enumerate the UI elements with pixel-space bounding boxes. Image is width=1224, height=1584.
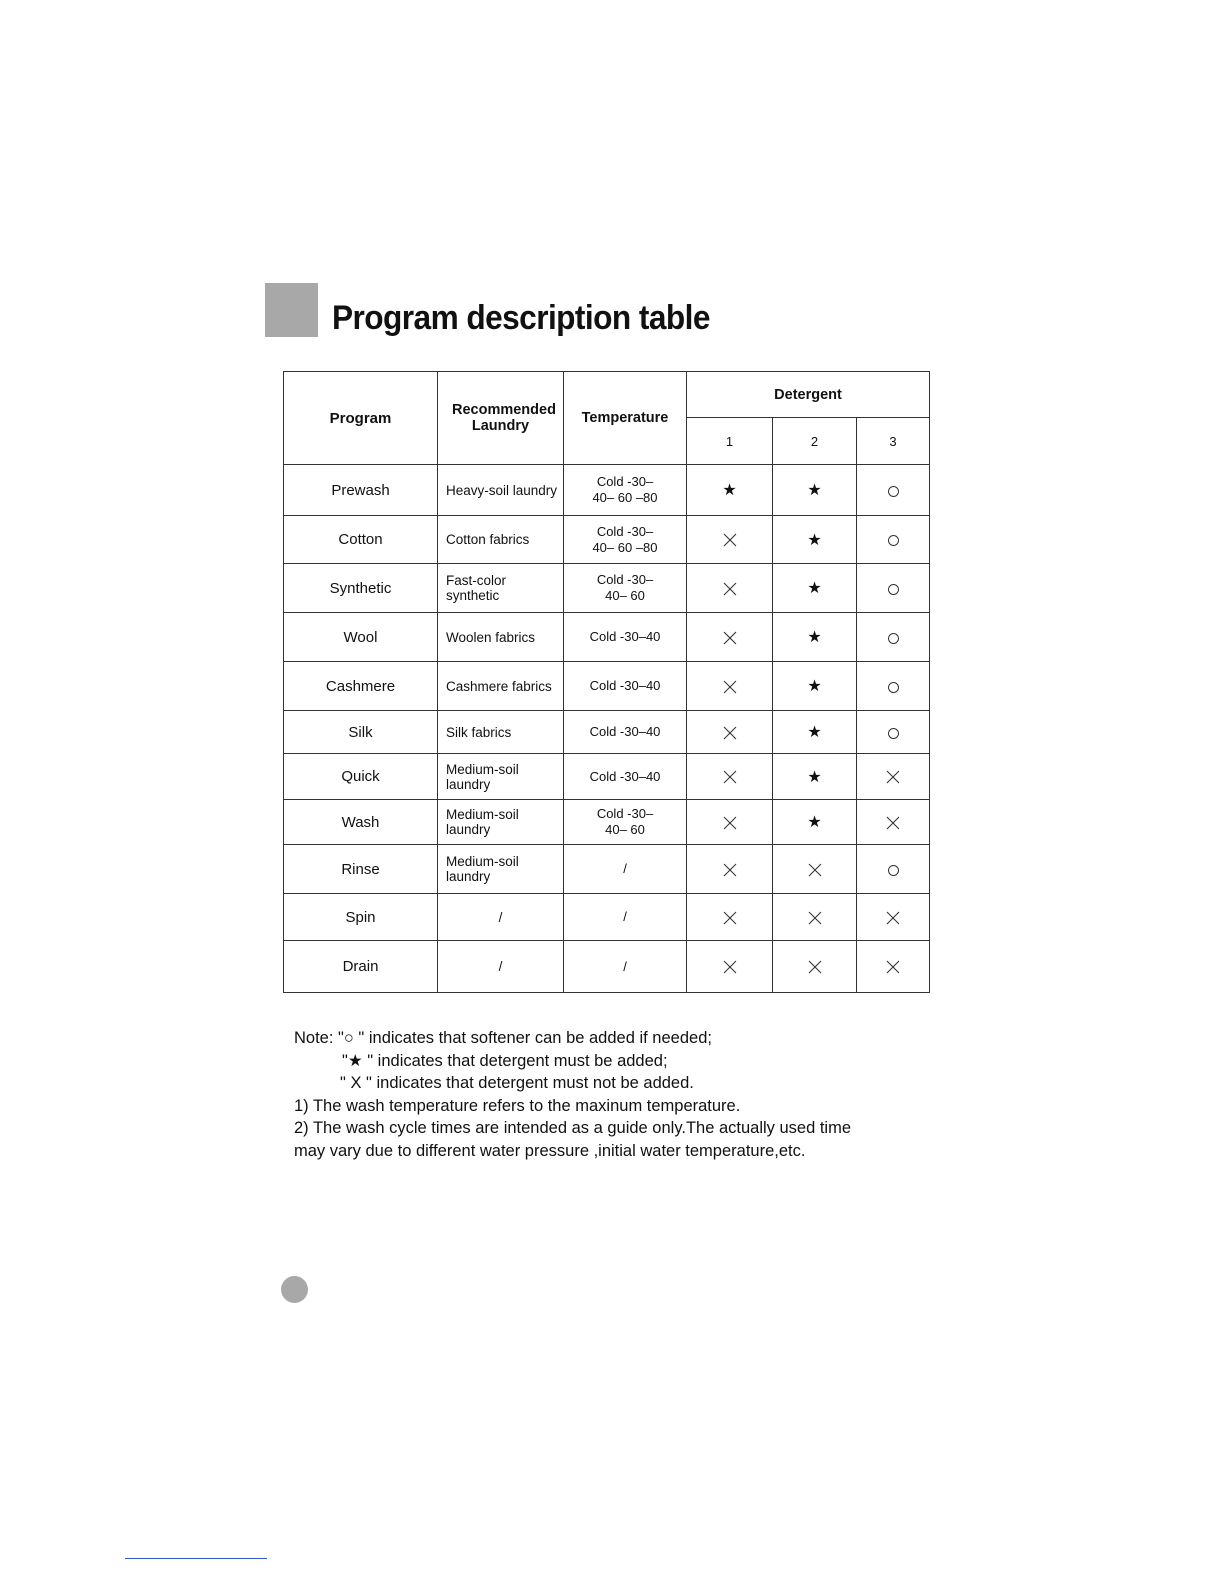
note-cycle-times: 2) The wash cycle times are intended as a guide only.The actually used time [294, 1119, 852, 1137]
circle-icon [888, 584, 899, 595]
note-temperature: 1) The wash temperature refers to the maxinum temperature. [294, 1096, 741, 1115]
temperature-line: Cold -30–40 [589, 629, 661, 644]
temperature-line: / [623, 909, 627, 924]
notes-section [294, 1027, 851, 1162]
page-title: Program description table [332, 299, 710, 337]
recommended-laundry: / [438, 941, 564, 993]
program-name: Synthetic [284, 564, 438, 613]
recommended-laundry: Heavy-soil laundry [438, 465, 564, 516]
temperature-line: Cold -30– [596, 572, 654, 587]
detergent-compartment-1 [687, 613, 773, 662]
temperature-line: 40– 60 –80 [592, 490, 658, 505]
detergent-compartment-3 [857, 613, 930, 662]
star-icon: ★ [807, 724, 822, 741]
detergent-compartment-1 [687, 800, 773, 845]
circle-icon [888, 486, 899, 497]
temperature-range [564, 613, 687, 662]
star-icon: ★ [807, 482, 822, 499]
note-softener: Note: "○ " indicates that softener can be added if needed; [294, 1029, 712, 1047]
program-name: Cashmere [284, 662, 438, 711]
detergent-compartment-1 [687, 516, 773, 564]
recommended-laundry: Medium-soil laundry [438, 800, 564, 845]
program-name: Prewash [284, 465, 438, 516]
temperature-range [564, 516, 687, 564]
cross-icon [722, 723, 738, 740]
cross-icon [722, 531, 738, 548]
star-icon: ★ [807, 814, 822, 831]
note-detergent-forbidden: " X " indicates that detergent must not be added. [340, 1074, 694, 1092]
program-table [283, 371, 930, 993]
detergent-compartment-3 [857, 662, 930, 711]
star-icon: ★ [722, 482, 737, 499]
header-detergent: Detergent [687, 372, 930, 418]
footer-rule [125, 1558, 267, 1559]
program-name: Rinse [284, 845, 438, 894]
detergent-compartment-1 [687, 754, 773, 800]
temperature-range [564, 941, 687, 993]
recommended-laundry: / [438, 894, 564, 941]
table-row [284, 941, 930, 993]
cross-icon [807, 958, 823, 975]
detergent-compartment-2 [773, 800, 857, 845]
cross-icon [885, 908, 901, 925]
detergent-compartment-3 [857, 754, 930, 800]
temperature-range [564, 754, 687, 800]
detergent-compartment-1 [687, 845, 773, 894]
recommended-laundry: Medium-soil laundry [438, 845, 564, 894]
temperature-line: / [623, 861, 627, 876]
temperature-range [564, 564, 687, 613]
star-icon: ★ [807, 531, 822, 549]
detergent-compartment-2 [773, 845, 857, 894]
temperature-range [564, 800, 687, 845]
circle-icon [888, 633, 899, 644]
program-name: Wash [284, 800, 438, 845]
table-row [284, 465, 930, 516]
program-name: Wool [284, 613, 438, 662]
star-icon: ★ [807, 768, 822, 786]
table-row [284, 662, 930, 711]
cross-icon [722, 628, 738, 645]
cross-icon [885, 813, 901, 830]
star-icon: ★ [807, 629, 822, 646]
temperature-range [564, 465, 687, 516]
temperature-range [564, 662, 687, 711]
detergent-compartment-1 [687, 894, 773, 941]
cross-icon [722, 768, 738, 785]
temperature-range [564, 711, 687, 754]
header-compartment-1: 1 [687, 418, 773, 465]
header-compartment-3: 3 [857, 418, 930, 465]
table-row [284, 564, 930, 613]
table-row [284, 894, 930, 941]
detergent-compartment-2 [773, 564, 857, 613]
star-icon: ★ [807, 678, 822, 695]
program-name: Quick [284, 754, 438, 800]
cross-icon [885, 958, 901, 975]
detergent-compartment-3 [857, 800, 930, 845]
table-row [284, 845, 930, 894]
table-row [284, 516, 930, 564]
temperature-line: 40– 60 [605, 822, 645, 837]
cross-icon [807, 908, 823, 925]
temperature-line: Cold -30–40 [589, 678, 661, 693]
temperature-line: Cold -30– [596, 806, 654, 821]
detergent-compartment-2 [773, 941, 857, 993]
page-number-dot [281, 1276, 308, 1303]
detergent-compartment-3 [857, 516, 930, 564]
table-row [284, 754, 930, 800]
temperature-line: Cold -30–40 [589, 724, 661, 739]
program-name: Cotton [284, 516, 438, 564]
star-icon: ★ [807, 580, 822, 597]
detergent-compartment-2 [773, 662, 857, 711]
header-compartment-2: 2 [773, 418, 857, 465]
recommended-laundry: Cotton fabrics [438, 516, 564, 564]
circle-icon [888, 865, 899, 876]
detergent-compartment-1 [687, 564, 773, 613]
temperature-line: / [623, 958, 627, 974]
detergent-compartment-2 [773, 711, 857, 754]
recommended-laundry: Cashmere fabrics [438, 662, 564, 711]
program-name: Spin [284, 894, 438, 941]
detergent-compartment-3 [857, 564, 930, 613]
detergent-compartment-2 [773, 516, 857, 564]
temperature-range [564, 894, 687, 941]
detergent-compartment-2 [773, 754, 857, 800]
detergent-compartment-3 [857, 465, 930, 516]
detergent-compartment-3 [857, 845, 930, 894]
cross-icon [722, 958, 738, 975]
detergent-compartment-2 [773, 465, 857, 516]
detergent-compartment-1 [687, 662, 773, 711]
detergent-compartment-1 [687, 465, 773, 516]
detergent-compartment-3 [857, 894, 930, 941]
cross-icon [722, 579, 738, 596]
cross-icon [722, 908, 738, 925]
header-recommended-laundry: Recommended Laundry [438, 372, 564, 465]
program-name: Drain [284, 941, 438, 993]
temperature-range [564, 845, 687, 894]
recommended-laundry: Woolen fabrics [438, 613, 564, 662]
temperature-line: Cold -30–40 [589, 768, 661, 784]
temperature-line: Cold -30– [596, 523, 654, 539]
detergent-compartment-1 [687, 941, 773, 993]
cross-icon [722, 860, 738, 877]
detergent-compartment-2 [773, 613, 857, 662]
detergent-compartment-3 [857, 941, 930, 993]
detergent-compartment-1 [687, 711, 773, 754]
header-program: Program [284, 372, 438, 465]
program-name: Silk [284, 711, 438, 754]
circle-icon [888, 682, 899, 693]
table-row [284, 613, 930, 662]
title-marker-block [265, 283, 318, 337]
header-temperature: Temperature [564, 372, 687, 465]
temperature-line: 40– 60 [605, 588, 645, 603]
cross-icon [722, 813, 738, 830]
detergent-compartment-3 [857, 711, 930, 754]
circle-icon [888, 728, 899, 739]
circle-icon [888, 535, 899, 546]
cross-icon [885, 768, 901, 785]
note-detergent-required: "★ " indicates that detergent must be added; [342, 1051, 668, 1070]
note-cycle-times-continued: may vary due to different water pressure ,initial water temperature,etc. [294, 1141, 806, 1160]
temperature-line: 40– 60 –80 [592, 539, 658, 555]
cross-icon [807, 860, 823, 877]
program-table-body [284, 465, 930, 993]
temperature-line: Cold -30– [596, 474, 654, 489]
cross-icon [722, 677, 738, 694]
recommended-laundry: Medium-soil laundry [438, 754, 564, 800]
recommended-laundry: Silk fabrics [438, 711, 564, 754]
detergent-compartment-2 [773, 894, 857, 941]
table-row [284, 711, 930, 754]
recommended-laundry: Fast-color synthetic [438, 564, 564, 613]
table-row [284, 800, 930, 845]
